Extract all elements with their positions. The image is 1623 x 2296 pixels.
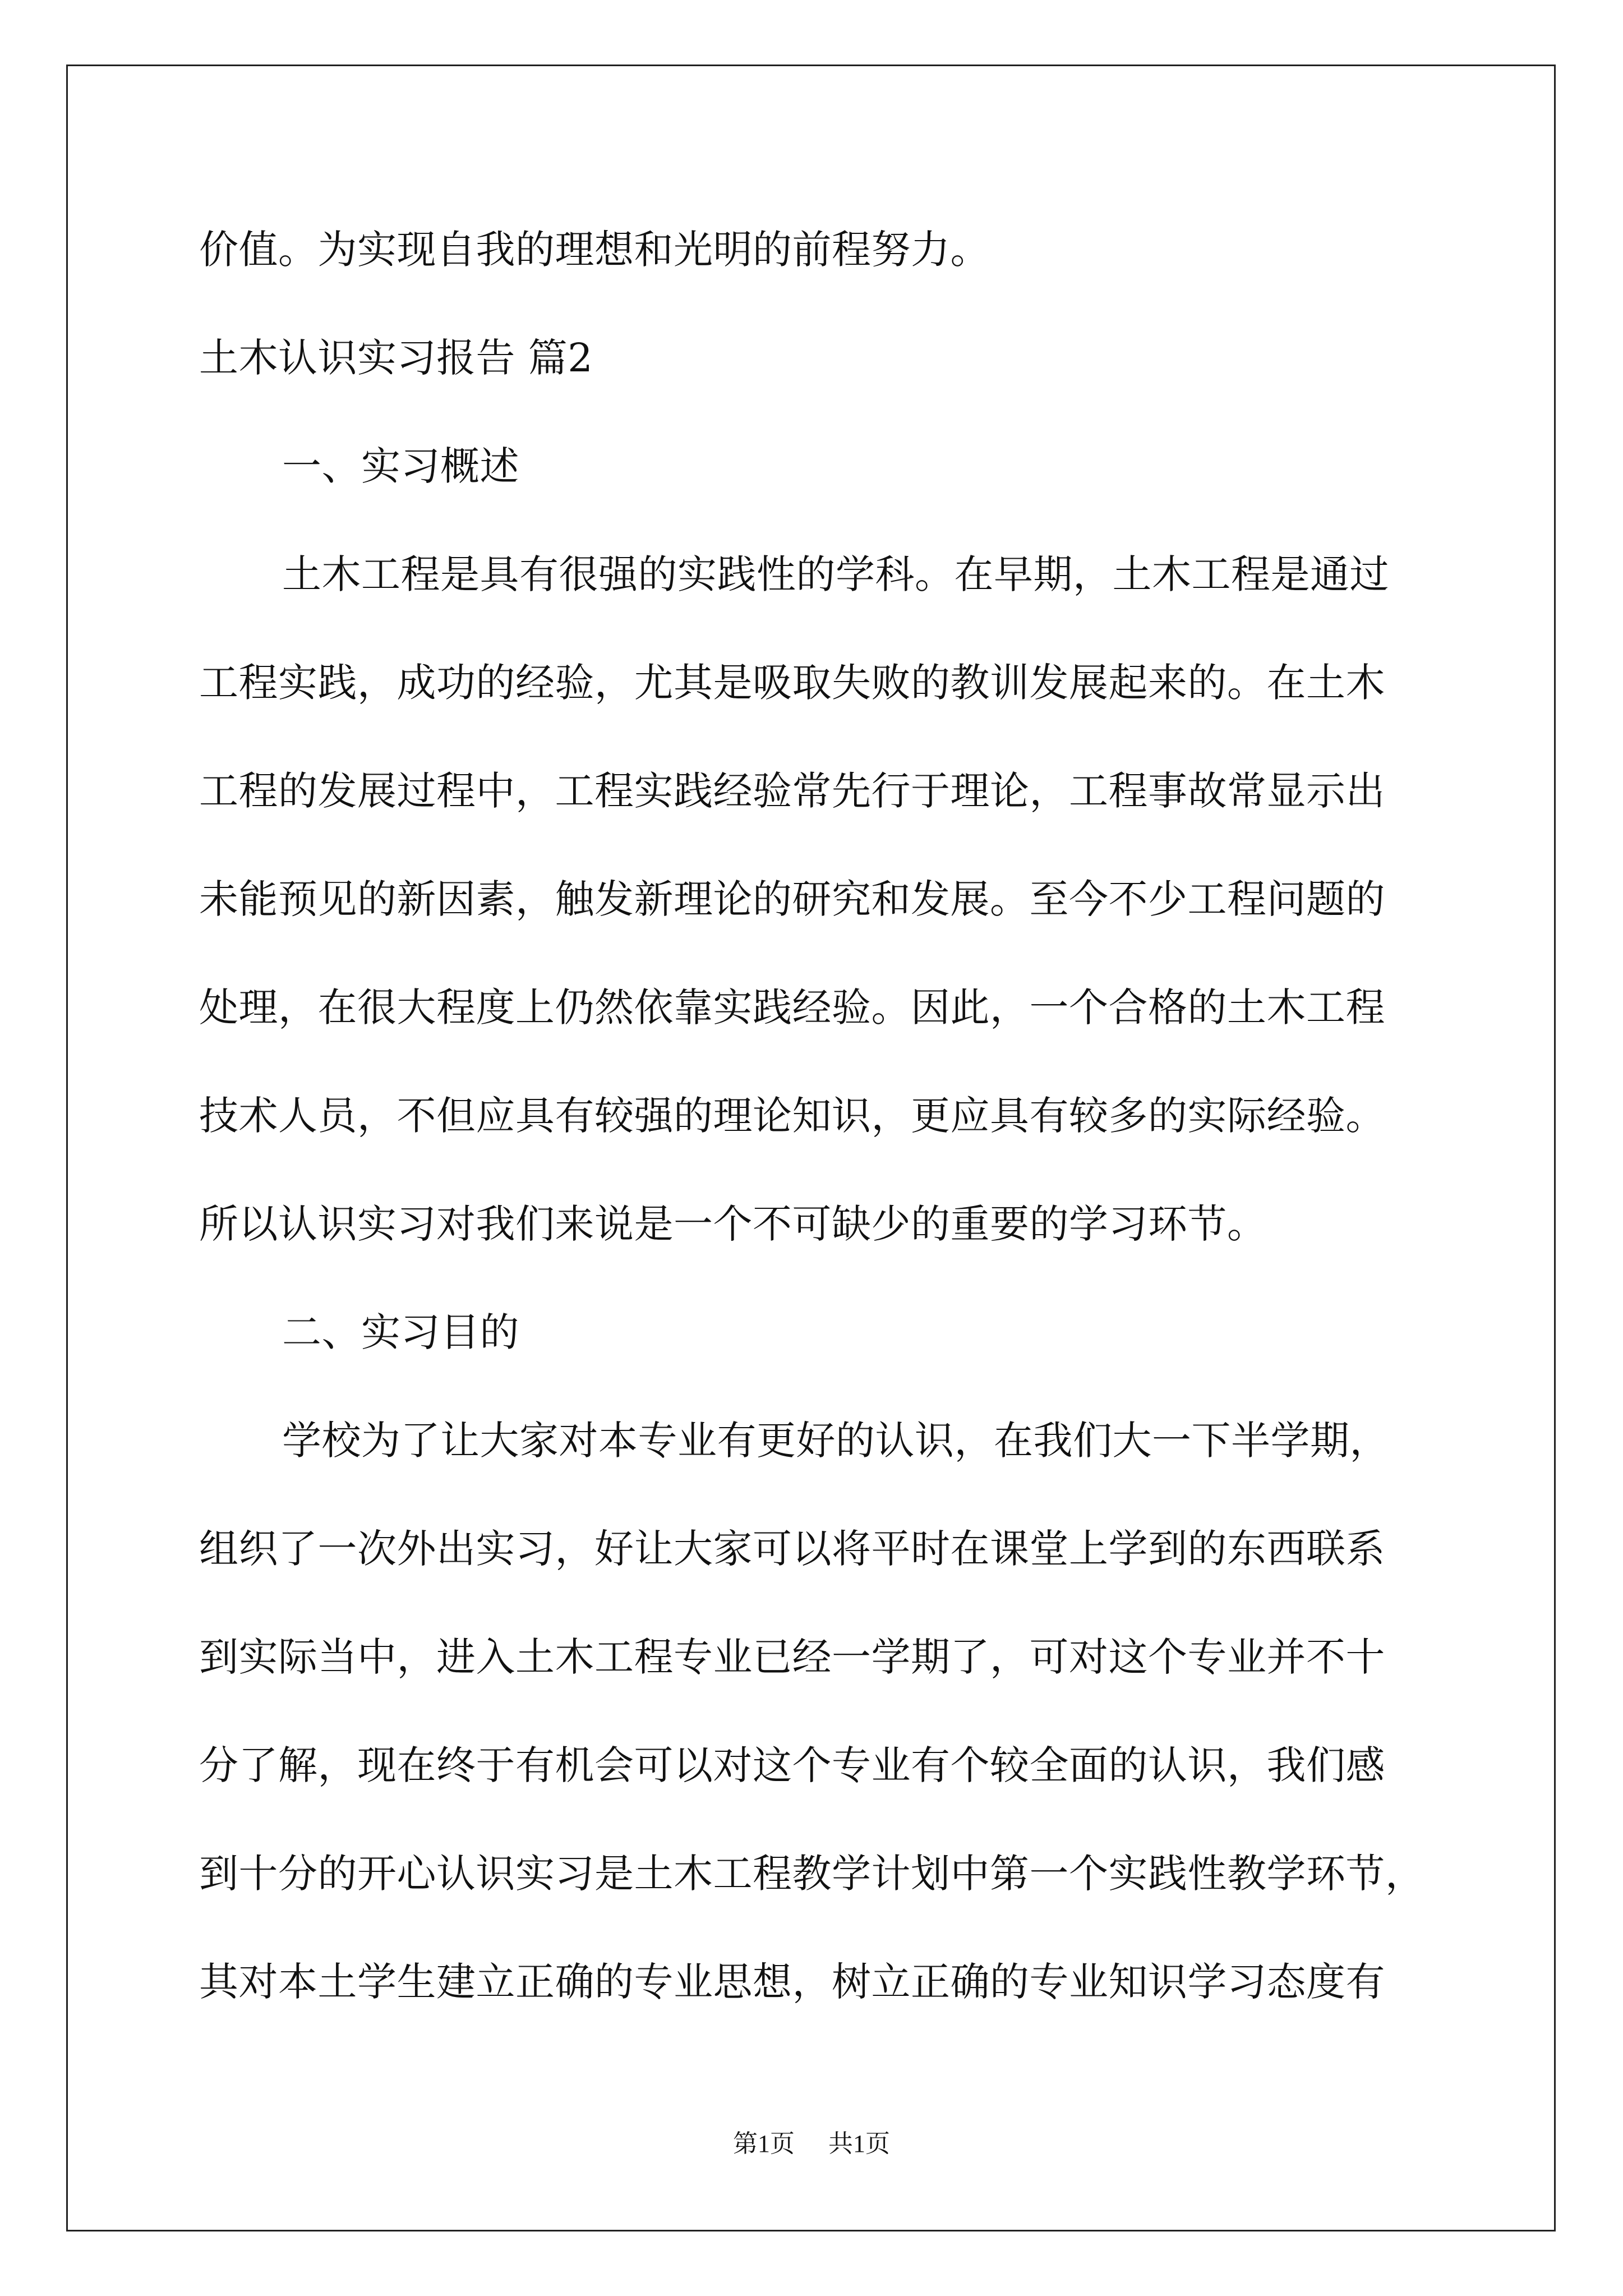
text-line: 所以认识实习对我们来说是一个不可缺少的重要的学习环节。 (199, 1201, 1267, 1247)
text-line: 到实际当中，进入土木工程专业已经一学期了，可对这个专业并不十 (199, 1634, 1385, 1680)
text-line: 组织了一次外出实习，好让大家可以将平时在课堂上学到的东西联系 (199, 1526, 1385, 1572)
text-line: 价值。为实现自我的理想和光明的前程努力。 (199, 227, 990, 273)
section-heading-purpose: 二、实习目的 (282, 1309, 519, 1355)
text-line: 其对本土学生建立正确的专业思想，树立正确的专业知识学习态度有 (199, 1959, 1385, 2005)
text-line: 到十分的开心认识实习是土木工程教学计划中第一个实践性教学环节， (199, 1851, 1425, 1897)
section-title: 土木认识实习报告 篇2 (199, 335, 593, 381)
text-line: 工程的发展过程中，工程实践经验常先行于理论，工程事故常显示出 (199, 768, 1385, 814)
text-line: 工程实践，成功的经验，尤其是吸取失败的教训发展起来的。在土木 (199, 660, 1385, 706)
text-line: 处理，在很大程度上仍然依靠实践经验。因此，一个合格的土木工程 (199, 984, 1385, 1030)
page-number: 第1页 (733, 2130, 795, 2157)
text-line: 土木工程是具有很强的实践性的学科。在早期，土木工程是通过 (282, 551, 1389, 597)
text-line: 技术人员，不但应具有较强的理论知识，更应具有较多的实际经验。 (199, 1093, 1385, 1139)
document-body (199, 213, 1433, 2054)
text-line: 学校为了让大家对本专业有更好的认识，在我们大一下半学期， (282, 1418, 1389, 1464)
page-total: 共1页 (828, 2130, 890, 2157)
section-heading-overview: 一、实习概述 (282, 443, 519, 489)
page-footer (0, 2127, 1623, 2161)
text-line: 未能预见的新因素，触发新理论的研究和发展。至今不少工程问题的 (199, 876, 1385, 922)
text-line: 分了解，现在终于有机会可以对这个专业有个较全面的认识，我们感 (199, 1742, 1385, 1788)
